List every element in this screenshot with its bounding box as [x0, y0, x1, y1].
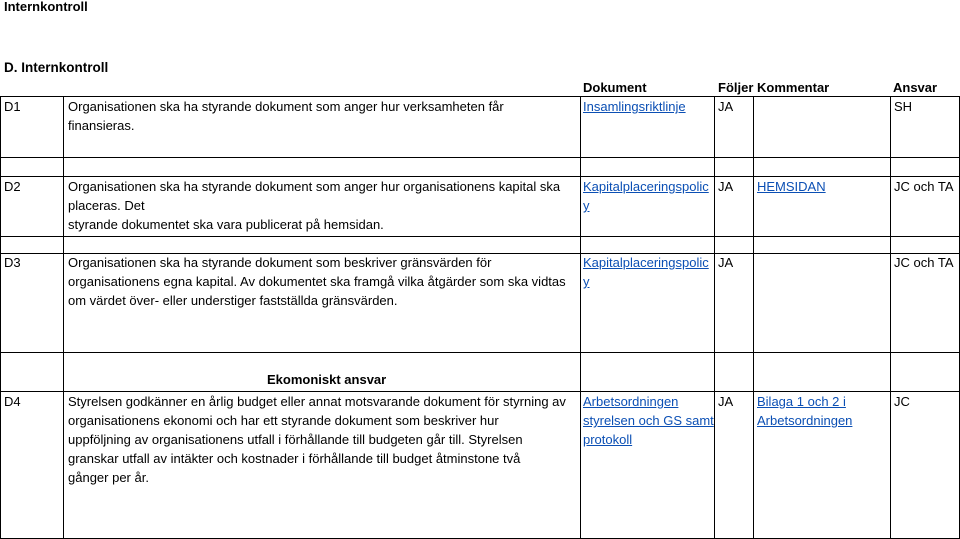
dokument-link[interactable]: Kapitalplaceringspolic y: [583, 179, 709, 213]
header-kommentar: Kommentar: [757, 80, 830, 95]
kommentar-link[interactable]: HEMSIDAN: [757, 179, 826, 194]
foljer-value: JA: [718, 394, 734, 409]
row-text: Organisationen ska ha styrande dokument som anger hur verksamheten får finansieras.: [68, 99, 504, 133]
foljer-value: JA: [718, 255, 734, 270]
dokument-link[interactable]: Kapitalplaceringspolic y: [583, 255, 709, 289]
ansvar-value: JC och TA: [894, 179, 954, 194]
row-text: Organisationen ska ha styrande dokument som anger hur organisationens kapital ska placeras. Det styrande dokumentet ska vara publicerat på hemsidan.: [68, 179, 561, 232]
ansvar-value: JC: [894, 394, 910, 409]
ansvar-value: SH: [894, 99, 913, 114]
header-dokument: Dokument: [583, 80, 647, 95]
economic-heading: Ekomoniskt ansvar: [267, 372, 387, 387]
section-title: D. Internkontroll: [4, 60, 109, 75]
row-id: D4: [4, 394, 21, 409]
dokument-link[interactable]: Arbetsordningen styrelsen och GS samt protokoll: [583, 394, 714, 447]
row-text: Styrelsen godkänner en årlig budget eller annat motsvarande dokument för styrning av organisationens ekonomi och har ett styrande dokument som beskriver hur uppföljning av organisationens utfall i förhållande till budgeten går till. Styrelsen granskar utfall av intäkter och kostnader i förhållande till budget åtminstone två gånger per år.: [68, 394, 566, 485]
dokument-link[interactable]: Insamlingsriktlinje: [583, 99, 686, 114]
foljer-value: JA: [718, 99, 734, 114]
header-ansvar: Ansvar: [893, 80, 938, 95]
row-id: D1: [4, 99, 21, 114]
header-foljer: Följer: [718, 80, 754, 95]
row-text: Organisationen ska ha styrande dokument som beskriver gränsvärden för organisationens egna kapital. Av dokumentet ska framgå vilka åtgärder som ska vidtas om värdet över- eller understiger fastställda gränsvärden.: [68, 255, 566, 308]
ansvar-value: JC och TA: [894, 255, 954, 270]
kommentar-link[interactable]: Bilaga 1 och 2 i Arbetsordningen: [757, 394, 853, 428]
page-title: Internkontroll: [4, 0, 88, 14]
row-id: D2: [4, 179, 21, 194]
foljer-value: JA: [718, 179, 734, 194]
row-id: D3: [4, 255, 21, 270]
